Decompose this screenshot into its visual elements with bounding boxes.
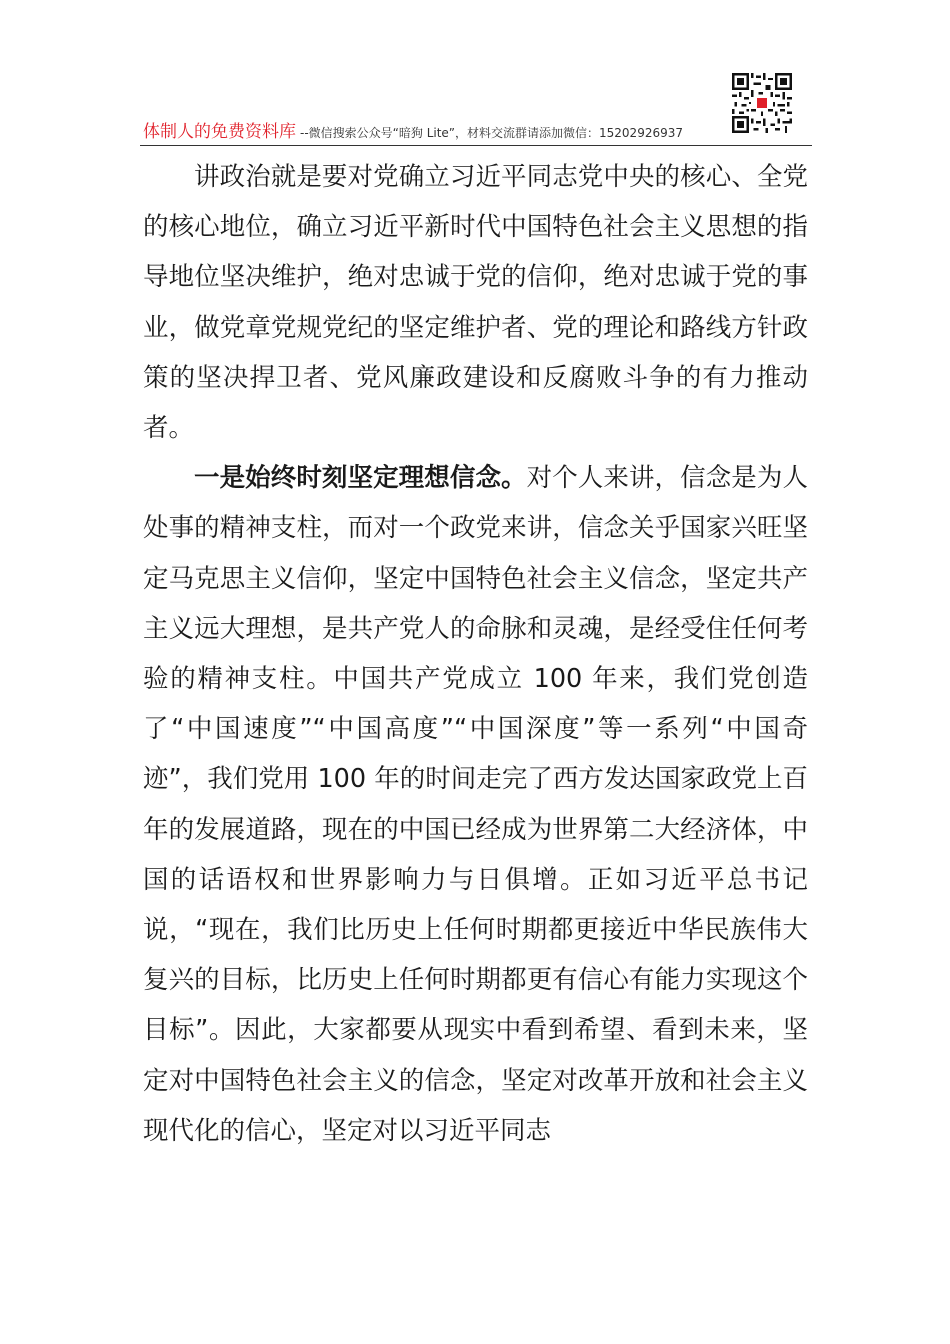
paragraph-heading: 一是始终时刻坚定理想信念。 xyxy=(194,463,527,494)
page-header xyxy=(143,120,793,144)
paragraph-intro xyxy=(143,152,808,453)
paragraph-ideals xyxy=(143,453,808,1156)
document-body xyxy=(143,152,808,1156)
header-note-text: --微信搜索公众号“暗狗 Lite”，材料交流群请添加微信：15202926937 xyxy=(300,126,683,140)
paragraph-text: 讲政治就是要对党确立习近平同志党中央的核心、全党的核心地位，确立习近平新时代中国特色社会主义思想的指导地位坚决维护，绝对忠诚于党的信仰，绝对忠诚于党的事业，做党章党规党纪的坚定维护者、党的理论和路线方针政策的坚决捍卫者、党风廉政建设和反腐败斗争的有力推动者。 xyxy=(143,162,808,444)
header-divider xyxy=(140,145,812,146)
header-brand-text: 体制人的免费资料库 xyxy=(143,122,296,142)
paragraph-text: 对个人来讲，信念是为人处事的精神支柱，而对一个政党来讲，信念关乎国家兴旺坚定马克思主义信仰，坚定中国特色社会主义信念，坚定共产主义远大理想，是共产党人的命脉和灵魂，是经受住任何考验的精神支柱。中国共产党成立 100 年来，我们党创造了“中国速度”“中国高度”“中国深度”等一系列“中国奇迹”，我们党用 100 年的时间走完了西方发达国家政党上百年的发展道路，现在的中国已经成为世界第二大经济体，中国的话语权和世界影响力与日俱增。正如习近平总书记说，“现在，我们比历史上任何时期都更接近中华民族伟大复兴的目标，比历史上任何时期都更有信心有能力实现这个目标”。因此，大家都要从现实中看到希望、看到未来，坚定对中国特色社会主义的信念，坚定对改革开放和社会主义现代化的信心，坚定对以习近平同志 xyxy=(143,463,808,1146)
